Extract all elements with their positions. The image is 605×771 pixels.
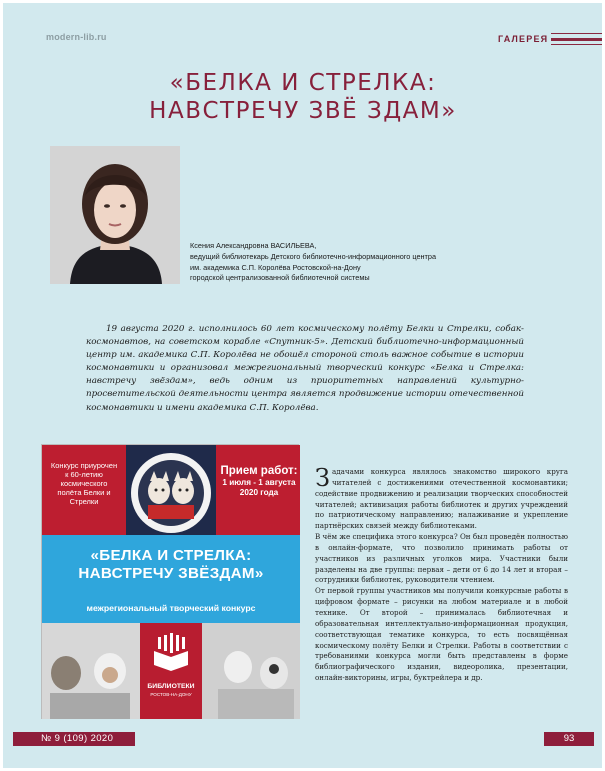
dogs-in-spacesuits-image xyxy=(126,445,216,535)
lead-paragraph: 19 августа 2020 г. исполнилось 60 лет космическому полёту Белки и Стрелки, собак-космонавтов, на советском корабле «Спутник-5». Детский библиотечно-информационный центр им. академика С.П. Королёва не обошёл стороной столь важное событие в истории космонавтики и организовал межрегиональный творческий конкурс «Белка и Стрелка: навстречу звёздам», ведь одним из приоритетных направлений культурно-просветительской деятельности центра является продвижение истории отечественной космонавтики и имени академика С.П. Королёва. xyxy=(86,324,524,413)
contest-poster xyxy=(41,444,299,719)
title-line-2: НАВСТРЕЧУ ЗВЁ ЗДАМ» xyxy=(149,98,457,124)
poster-subtitle: межрегиональный творческий конкурс xyxy=(86,603,256,613)
poster-deadline xyxy=(220,465,298,498)
book-icon xyxy=(140,623,202,683)
site-url: modern-lib.ru xyxy=(46,32,107,42)
issue-number: № 9 (109) 2020 xyxy=(13,732,135,746)
author-role-1: ведущий библиотекарь Детского библиотечно-информационного центра xyxy=(190,251,437,261)
poster-deadline-dates: 1 июля - 1 августа 2020 года xyxy=(222,478,296,497)
body-paragraph-1-text: адачами конкурса являлось знакомство широкого круга читателей с достижениями отечественной космонавтики; содействие продвижению и реализации творческих способностей читателей; активизация работы библиотек и других учреждений по патриотическому направлению; налаживание и укрепление партнёрских связей между библиотеками. xyxy=(315,467,568,531)
poster-title-band xyxy=(42,535,300,623)
logo-city: РОСТОВ-НА-ДОНУ xyxy=(150,692,192,697)
page-footer xyxy=(3,732,602,746)
title-line-1: «БЕЛКА И СТРЕЛКА: xyxy=(169,70,437,96)
poster-headline-1: «БЕЛКА И СТРЕЛКА: xyxy=(90,547,252,564)
body-paragraph-1 xyxy=(315,464,568,532)
poster-headline-2: НАВСТРЕЧУ ЗВЁЗДАМ» xyxy=(78,565,264,582)
author-photo xyxy=(50,146,180,284)
section-rule xyxy=(498,33,602,45)
poster-headline xyxy=(42,547,300,583)
author-name: Ксения Александровна ВАСИЛЬЕВА, xyxy=(190,241,317,250)
section-bar xyxy=(546,38,602,41)
article-body xyxy=(315,464,568,684)
poster-occasion-text: Конкурс приурочен к 60-летию космического полёта Белки и Стрелки xyxy=(50,461,118,506)
author-portrait-image xyxy=(50,146,180,284)
drop-cap: З xyxy=(315,464,330,492)
logo-title: БИБЛИОТЕКИ xyxy=(147,683,195,690)
author-role-3: городской централизованной библиотечной системы xyxy=(190,273,370,283)
magazine-page xyxy=(3,3,602,768)
page-number: 93 xyxy=(544,732,594,746)
body-paragraph-2: В чём же специфика этого конкурса? Он был проведён полностью в онлайн-формате, что позволило принимать работы от участников из различных уголков мира. Участники были разделены на две группы: первая – дети от 6 до 14 лет и вторая – сотрудники библиотек, руководители чтением. xyxy=(315,532,568,585)
libraries-logo xyxy=(140,623,202,719)
author-credit xyxy=(190,241,490,284)
section-label: ГАЛЕРЕЯ xyxy=(498,33,551,45)
author-role-2: им. академика С.П. Королёва Ростовской-на-Дону xyxy=(190,262,361,272)
poster-deadline-head: Прием работ: xyxy=(220,465,298,477)
article-title xyxy=(63,69,543,125)
body-paragraph-3: От первой группы участников мы получили конкурсные работы в цифровом формате – рисунки на любом материале и в любой технике. От второй – принималась библиотечная и образовательная интеллектуально-информационная продукция, соответствующая тематике конкурса, то есть посвящённая космическому полёту Белки и Стрелки. Работы в соответствии с требованиями конкурса могли быть представлены в форме библиографического издания, видеоролика, презентации, онлайн-викторины, игры, буктрейлера и др. xyxy=(315,586,568,683)
